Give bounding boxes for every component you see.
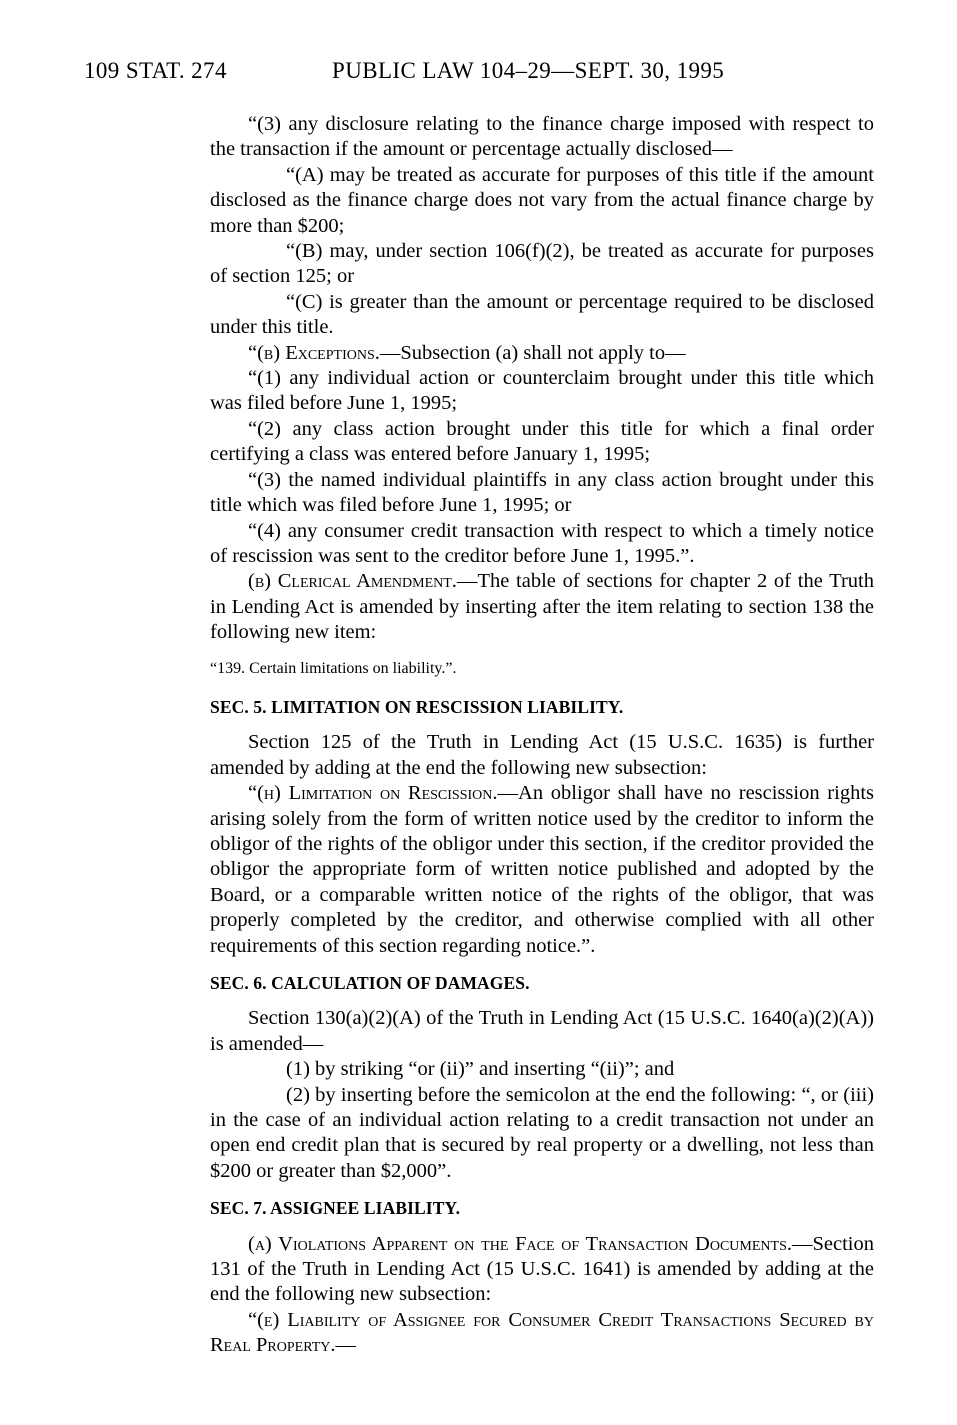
subsection-b-exceptions: [210, 341, 874, 366]
subparagraph-a: “(A) may be treated as accurate for purposes of this title if the amount disclosed as the finance charge does not vary from the actual finance charge by more than $200;: [210, 163, 874, 237]
section-5-heading: SEC. 5. LIMITATION ON RESCISSION LIABILITY.: [210, 696, 624, 717]
public-law-title: PUBLIC LAW 104–29—SEPT. 30, 1995: [332, 58, 725, 83]
amendment-1: (1) by striking “or (ii)” and inserting “(ii)”; and: [286, 1058, 675, 1081]
subsection-e-liability: “(e) Liability of Assignee for Consumer Credit Transactions Secured by Real Property.—: [210, 1308, 874, 1357]
section-7-heading: SEC. 7. ASSIGNEE LIABILITY.: [210, 1198, 461, 1219]
exceptions-text: Subsection (a) shall not apply to—: [400, 341, 686, 364]
section-6-text: Section 130(a)(2)(A) of the Truth in Lending Act (15 U.S.C. 1640(a)(2)(A)) is amended—: [210, 1007, 874, 1055]
subparagraph-c: “(C) is greater than the amount or percentage required to be disclosed under this title.: [210, 290, 874, 339]
table-of-sections-item: “139. Certain limitations on liability.”.: [210, 659, 457, 677]
clerical-amendment-heading: (b) Clerical Amendment.—: [248, 570, 478, 593]
subsection-h: [210, 781, 874, 959]
exception-2: “(2) any class action brought under this title for which a final order certifying a class was entered before January 1, 1995;: [210, 417, 874, 466]
violations-apparent-heading: (a) Violations Apparent on the Face of Transaction Documents.—: [248, 1232, 813, 1255]
violations-apparent-text: Section 131 of the Truth in Lending Act (15 U.S.C. 1641) is amended by adding at the end the following new subsection:: [210, 1232, 874, 1306]
body-column: [210, 112, 874, 1359]
section-6-heading: SEC. 6. CALCULATION OF DAMAGES.: [210, 973, 530, 993]
page-citation: 109 STAT. 274: [84, 58, 227, 83]
exception-1: “(1) any individual action or counterclaim brought under this title which was filed before June 1, 1995;: [210, 367, 874, 415]
subparagraph-b: “(B) may, under section 106(f)(2), be treated as accurate for purposes of section 125; or: [210, 240, 874, 288]
paragraph-3: “(3) any disclosure relating to the finance charge imposed with respect to the transaction if the amount or percentage actually disclosed—: [210, 113, 874, 161]
exception-3: “(3) the named individual plaintiffs in any class action brought under this title which was filed before June 1, 1995; or: [210, 468, 874, 517]
clerical-amendment: [210, 569, 874, 645]
exceptions-heading: “(b) Exceptions.—: [248, 341, 401, 364]
exception-4: “(4) any consumer credit transaction with respect to which a timely notice of rescission was sent to the creditor before June 1, 1995.”.: [210, 519, 874, 567]
section-5-text: Section 125 of the Truth in Lending Act (15 U.S.C. 1635) is further amended by adding at the end the following new subsection:: [210, 731, 874, 779]
amendment-2: (2) by inserting before the semicolon at the end the following: “, or (iii) in the case of an individual action relating to a credit transaction not under an open end credit plan that is secured by real property or a dwelling, not less than $200 or greater than $2,000”.: [210, 1083, 874, 1182]
running-head: [84, 58, 874, 88]
limitation-rescission-text: An obligor shall have no rescission rights arising solely from the form of written notice used by the creditor to inform the obligor of the rights of the obligor under this section, if the creditor provided the obligor the appropriate form of written notice published and adopted by the Board, or a comparable written notice of the rights of the obligor, that was properly completed by the creditor, and otherwise complied with all other requirements of this section regarding notice.”.: [210, 782, 874, 957]
clerical-amendment-text: The table of sections for chapter 2 of the Truth in Lending Act is amended by inserting after the item relating to section 138 the following new item:: [210, 570, 874, 644]
subsection-a-violations: [210, 1232, 874, 1308]
limitation-rescission-heading: “(h) Limitation on Rescission.—: [248, 782, 519, 805]
